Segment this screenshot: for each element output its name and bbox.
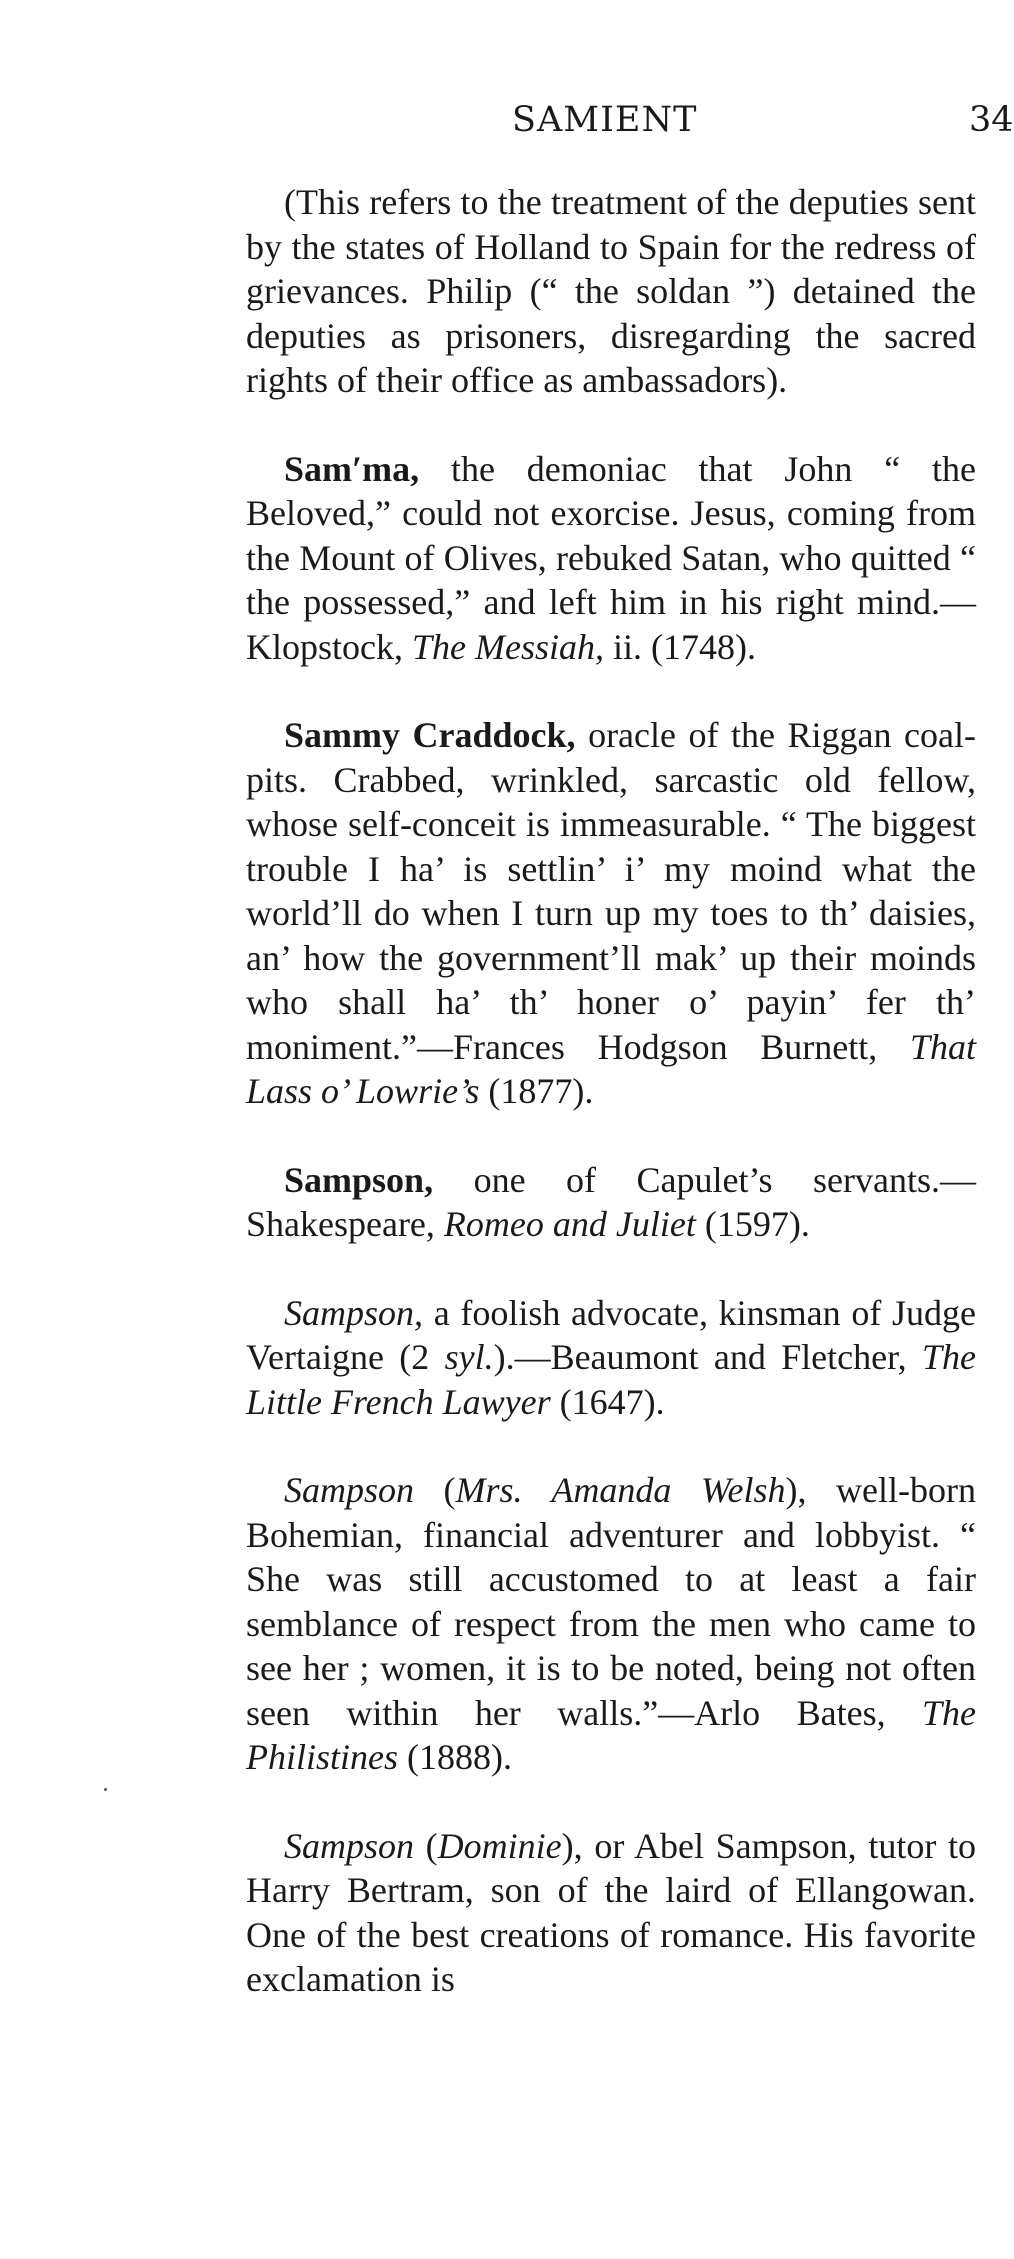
running-head: [0, 100, 1014, 150]
entry-sammy-craddock: [246, 713, 976, 1114]
entry-tail: (1597).: [695, 1204, 810, 1244]
entry-sampson-advocate: [246, 1291, 976, 1425]
entry-tail: (1888).: [398, 1737, 512, 1777]
entry-headword: Sammy Craddock,: [284, 715, 576, 755]
entry-text: , well-born Bohemian, financial adventurer and lobbyist. “ She was still accustomed to at least a fair semblance of respect from the men who came to see her ; women, it is to be noted, being not often seen within her walls.”—Arlo Bates,: [246, 1470, 976, 1733]
work-title: Romeo and Juliet: [443, 1204, 696, 1244]
entry-text: a foolish advocate, kinsman of Judge Vertaigne (2: [246, 1292, 976, 1377]
entry-continuation: [246, 180, 976, 403]
stray-ink-mark: [104, 1788, 107, 1791]
entry-headword: Sampson,: [284, 1159, 434, 1200]
entry-headword: Sampson: [284, 1825, 415, 1866]
entry-sampson-dominie: Sampson (Dominie), or Abel Sampson, tutor to Harry Bertram, son of the laird of Ellangowan. One of the best creations of romance. His favorite exclamation is: [246, 1825, 976, 1999]
entry-qualifier: Dominie: [437, 1825, 562, 1866]
entry-text: one of Capulet’s servants.—Shakespeare,: [246, 1159, 976, 1244]
entry-text: the demoniac that John “ the Beloved,” could not exorcise. Jesus, coming from the Mount of Olives, rebuked Satan, who quitted “ the possessed,” and left him in his right mind.—Klopstock,: [246, 448, 976, 667]
page-number: 34: [969, 100, 1014, 140]
entry-column: [246, 180, 976, 2046]
entry-qualifier: Mrs. Amanda Welsh: [455, 1470, 786, 1510]
work-title: That Lass o’ Lowrie’s: [246, 1026, 976, 1111]
syllable-abbrev: syl.: [444, 1337, 494, 1377]
work-title: The Messiah,: [412, 626, 604, 667]
entry-text: (This refers to the treatment of the deputies sent by the states of Holland to Spain for the redress of grievances. Philip (“ the soldan ”) detained the deputies as prisoners, disregarding the sacred rights of their office as ambassadors).: [246, 182, 976, 400]
entry-text: oracle of the Riggan coal-pits. Crabbed, wrinkled, sarcastic old fellow, whose self-conceit is immeasurable. “ The biggest trouble I ha’ is settlin’ i’ my moind what the world’ll do when I turn up my toes to th’ daisies, an’ how the government’ll mak’ up their moinds who shall ha’ th’ honer o’ payin’ fer th’ moniment.”—Frances Hodgson Burnett,: [246, 715, 976, 1067]
entry-tail: ii. (1748).: [604, 626, 756, 667]
work-title: The Little French Lawyer: [246, 1337, 976, 1422]
work-title: The Philistines: [246, 1692, 976, 1777]
entry-sampson-welsh: Sampson (Mrs. Amanda Welsh), well-born Bohemian, financial adventurer and lobbyist. “ She was still accustomed to at least a fair semblance of respect from the men who came to see her ; women, it is to be noted, being not often seen within her walls.”—Arlo Bates, The Philistines (1888).: [246, 1470, 976, 1777]
entry-headword: Sam′ma,: [284, 448, 420, 489]
running-title: SAMIENT: [512, 100, 698, 140]
entry-tail: (1647).: [550, 1381, 665, 1422]
entry-text-mid: ).—Beaumont and Fletcher,: [493, 1337, 922, 1377]
entry-tail: (1877).: [479, 1071, 594, 1111]
entry-samma: [246, 447, 976, 670]
entry-sampson-servant: [246, 1158, 976, 1247]
entry-text: , or Abel Sampson, tutor to Harry Bertram, son of the laird of Ellangowan. One of the best creations of romance. His favorite exclamation is: [246, 1825, 976, 1999]
entry-headword: Sampson,: [284, 1292, 424, 1333]
entry-headword: Sampson: [284, 1470, 415, 1510]
